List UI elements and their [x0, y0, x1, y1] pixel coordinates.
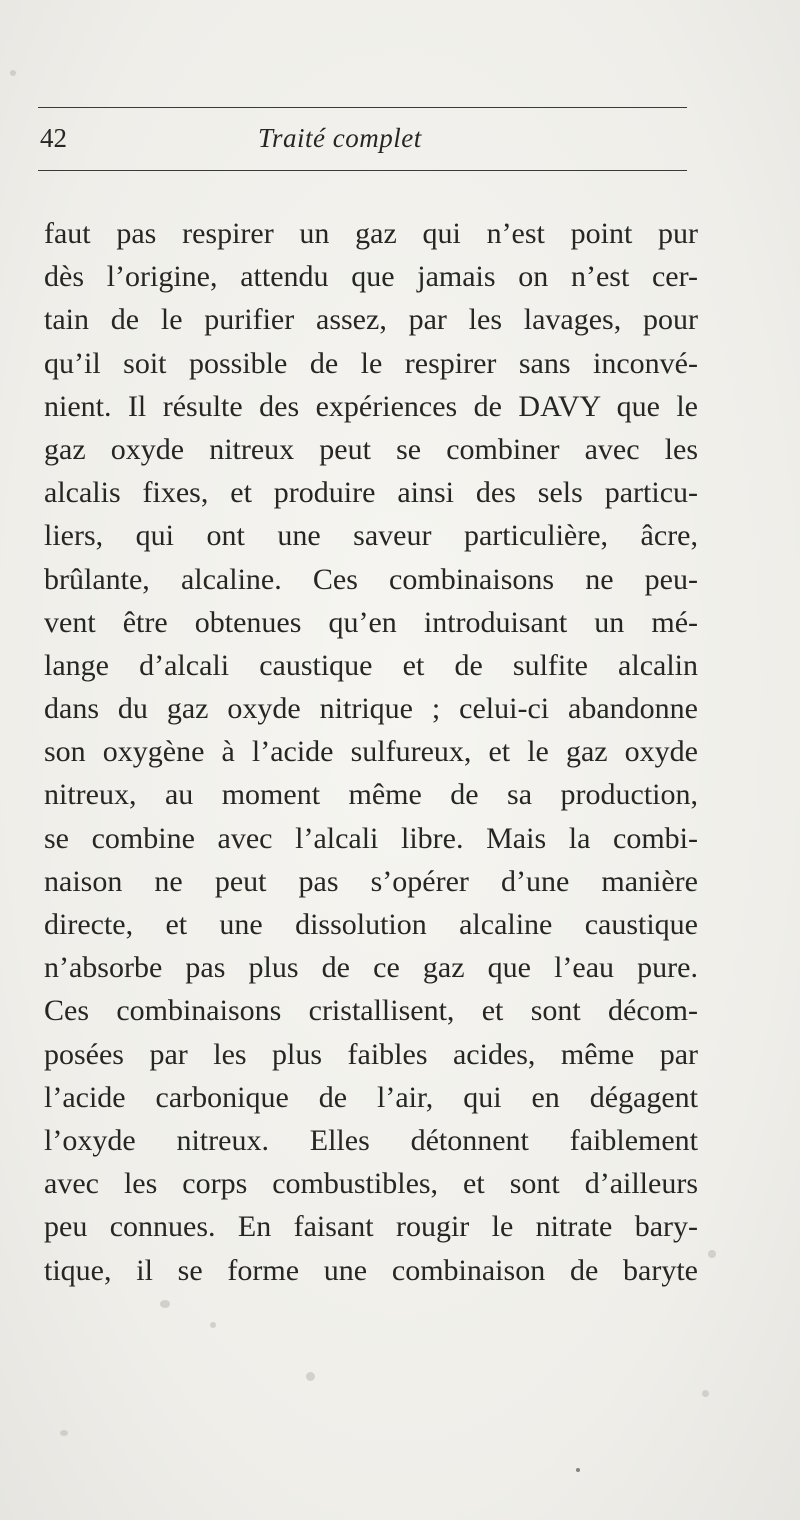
- paper-speck: [60, 1430, 68, 1436]
- text-line: nitreux, au moment même de sa production,: [44, 778, 698, 812]
- text-line: avec les corps combustibles, et sont d’ailleurs: [44, 1167, 698, 1201]
- text-line: faut pas respirer un gaz qui n’est point pur: [44, 217, 698, 250]
- paper-speck: [160, 1300, 170, 1308]
- text-line: son oxygène à l’acide sulfureux, et le gaz oxyde: [44, 735, 698, 769]
- text-line: l’oxyde nitreux. Elles détonnent faiblement: [44, 1123, 698, 1157]
- text-line: gaz oxyde nitreux peut se combiner avec les: [44, 432, 698, 466]
- paper-speck: [708, 1250, 716, 1258]
- text-line: naison ne peut pas s’opérer d’une manière: [44, 864, 698, 898]
- paper-speck: [576, 1468, 580, 1472]
- text-line: tain de le purifier assez, par les lavages, pour: [44, 303, 698, 337]
- paper-speck: [210, 1322, 216, 1328]
- text-line: peu connues. En faisant rougir le nitrate bary-: [44, 1210, 698, 1244]
- text-line: l’acide carbonique de l’air, qui en dégagent: [44, 1080, 698, 1114]
- running-title: Traité complet: [258, 123, 422, 153]
- header-rule-bottom: [38, 170, 687, 171]
- text-line: nient. Il résulte des expériences de DAVY que le: [44, 389, 698, 423]
- text-line: brûlante, alcaline. Ces combinaisons ne peu-: [44, 562, 698, 596]
- paper-speck: [306, 1372, 315, 1381]
- text-line: alcalis fixes, et produire ainsi des sels particu-: [44, 476, 698, 510]
- text-line: liers, qui ont une saveur particulière, âcre,: [44, 519, 698, 553]
- text-line: vent être obtenues qu’en introduisant un mé-: [44, 605, 698, 639]
- body-text: [44, 212, 698, 1292]
- text-line: dès l’origine, attendu que jamais on n’est cer-: [44, 260, 698, 294]
- text-line: posées par les plus faibles acides, même par: [44, 1037, 698, 1071]
- text-line: Ces combinaisons cristallisent, et sont décom-: [44, 994, 698, 1028]
- text-line: tique, il se forme une combinaison de baryte: [44, 1253, 698, 1287]
- text-line: n’absorbe pas plus de ce gaz que l’eau pure.: [44, 951, 698, 985]
- text-line: lange d’alcali caustique et de sulfite alcalin: [44, 648, 698, 682]
- text-line: se combine avec l’alcali libre. Mais la combi-: [44, 821, 698, 855]
- text-line: directe, et une dissolution alcaline caustique: [44, 908, 698, 941]
- text-line: qu’il soit possible de le respirer sans inconvé-: [44, 346, 698, 380]
- paper-speck: [702, 1390, 709, 1397]
- header-rule-top: [38, 107, 687, 108]
- paper-speck: [10, 70, 16, 76]
- page-number: 42: [40, 123, 67, 153]
- text-line: dans du gaz oxyde nitrique ; celui-ci abandonne: [44, 692, 698, 726]
